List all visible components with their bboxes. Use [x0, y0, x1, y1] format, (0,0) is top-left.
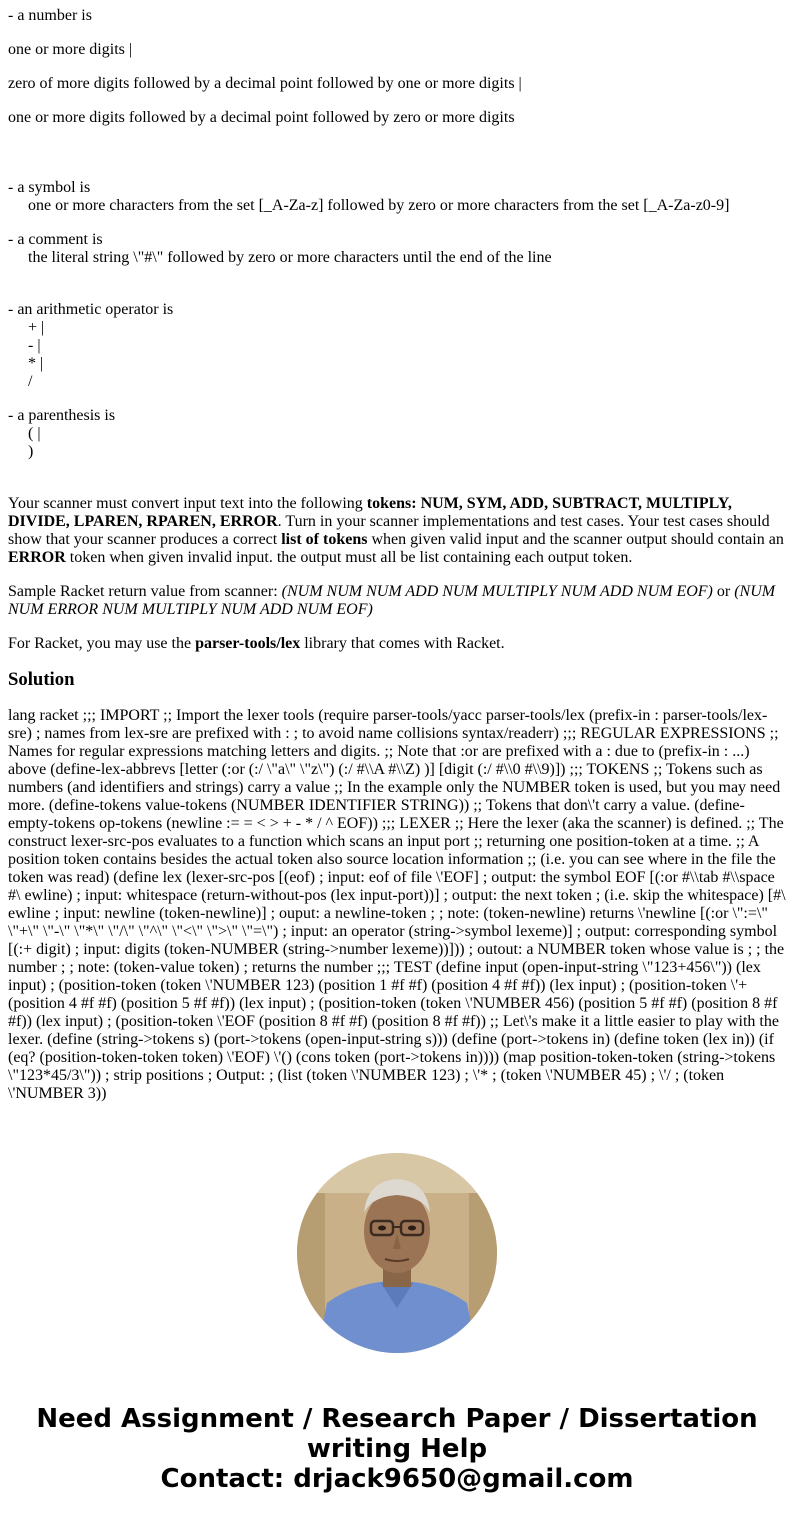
library-paragraph [8, 635, 788, 653]
solution-heading: Solution [8, 669, 75, 690]
error-bold: ERROR [8, 549, 66, 566]
library-name-bold: parser-tools/lex [195, 635, 301, 652]
solution-code-text: lang racket ;;; IMPORT ;; Import the lexer tools (require parser-tools/yacc parser-tools/lex (prefix-in : parser-tools/lex-sre) ; names from lex-sre are prefixed with : ; to avoid name collisions syntax/readerr) ;;; REGULAR EXPRESSIONS ;; Names for regular expressions matching letters and digits. ;; Note that :or are prefixed with a : due to (prefix-in : ...) above (define-lex-abbrevs [letter (:or (:/ \"a\" \"z\") (:/ #\\A #\\Z) )] [digit (:/ #\\0 #\\9)]) ;;; TOKENS ;; Tokens such as numbers (and identifiers and strings) carry a value ;; In the example only the NUMBER token is used, but you may need more. (define-tokens value-tokens (NUMBER IDENTIFIER STRING)) ;; Tokens that don\'t carry a value. (define-empty-tokens op-tokens (newline := = < > + - * / ^ EOF)) ;;; LEXER ;; Here the lexer (aka the scanner) is defined. ;; The construct lexer-src-pos evaluates to a function which scans an input port ;; returning one position-token at a time. ;; A position token contains besides the actual token also source location information ;; (i.e. you can see where in the file the token was read) (define lex (lexer-src-pos [(eof) ; input: eof of file \'EOF] ; output: the symbol EOF [(:or #\\tab #\\space #\ ewline) ; input: whitespace (return-without-pos (lex input-port))] ; output: the next token ; (i.e. skip the whitespace) [#\ ewline ; input: newline (token-newline)] ; ouput: a newline-token ; ; note: (token-newline) returns \'newline [(:or \":=\" \"+\" \"-\" \"*\" \"/\" \"^\" \"<\" \">\" \"=\") ; input: an operator (string->symbol lexeme)] ; output: corresponding symbol [(:+ digit) ; input: digits (token-NUMBER (string->number lexeme))])) ; outout: a NUMBER token whose value is ; ; the number ; ; note: (token-value token) ; returns the number ;;; TEST (define input (open-input-string \"123+456\")) (lex input) ; (position-token (token \'NUMBER 123) (position 1 #f #f) (position 4 #f #f)) (lex input) ; (position-token \'+ (position 4 #f #f) (position 5 #f #f)) (lex input) ; (position-token (token \'NUMBER 456) (position 5 #f #f) (position 8 #f #f)) (lex input) ; (position-token \'EOF (position 8 #f #f) (position 8 #f #f)) ;; Let\'s make it a little easier to play with the lexer. (define (string->tokens s) (port->tokens (open-input-string s))) (define (port->tokens in) (define token (lex in)) (if (eq? (position-token-token token) \'EOF) \'() (cons token (port->tokens in)))) (map position-token-token (string->tokens \"123*45/3\")) ; strip positions ; Output: ; (list (token \'NUMBER 123) ; \'* ; (token \'NUMBER 45) ; \'/ ; (token \'NUMBER 3)) [8, 707, 786, 1102]
symbol-heading: - a symbol is [8, 179, 91, 196]
number-rule-3: one or more digits followed by a decimal point followed by zero or more digits [8, 109, 515, 126]
number-rule-1: one or more digits | [8, 41, 133, 58]
instructions-text: Your scanner must convert input text into the following [8, 495, 367, 512]
footer-contact-email: Contact: drjack9650@gmail.com [160, 1464, 634, 1494]
comment-heading: - a comment is [8, 231, 103, 248]
author-avatar [297, 1153, 497, 1353]
instructions-text: when given valid input and the scanner output should contain an [367, 531, 784, 548]
comment-rule: the literal string \"#\" followed by zero or more characters until the end of the line [28, 249, 552, 266]
number-heading: - a number is [8, 7, 92, 24]
sample-output-paragraph [8, 583, 788, 619]
paren-close: ) [28, 443, 34, 460]
library-text: For Racket, you may use the [8, 635, 196, 652]
sample-output-error: (NUM NUM ERROR NUM MULTIPLY NUM ADD NUM EOF) [8, 583, 776, 618]
paren-heading: - a parenthesis is [8, 407, 116, 424]
document-body [8, 7, 788, 1103]
operator-divide: / [28, 373, 33, 390]
author-photo [297, 1153, 497, 1353]
footer-line-1: Need Assignment / Research Paper / Dissertation [36, 1404, 758, 1434]
instructions-paragraph [8, 495, 788, 567]
footer-contact [0, 1404, 794, 1494]
operator-heading: - an arithmetic operator is [8, 301, 174, 318]
instructions-text: token when given invalid input. the output must all be list containing each output token. [65, 549, 633, 566]
operator-times: * | [28, 355, 44, 372]
library-text: library that comes with Racket. [300, 635, 505, 652]
sample-or: or [712, 583, 735, 600]
footer-line-2: writing Help [306, 1434, 488, 1464]
sample-output-valid: (NUM NUM NUM ADD NUM MULTIPLY NUM ADD NUM EOF) [281, 583, 713, 600]
sample-label: Sample Racket return value from scanner: [8, 583, 282, 600]
operator-minus: - | [28, 337, 41, 354]
symbol-rule: one or more characters from the set [_A-Za-z] followed by zero or more characters from the set [_A-Za-z0-9] [28, 197, 730, 214]
token-list-bold: tokens: NUM, SYM, ADD, SUBTRACT, MULTIPLY, DIVIDE, LPAREN, RPAREN, ERROR [8, 495, 732, 530]
list-of-tokens-bold: list of tokens [281, 531, 368, 548]
operator-plus: + | [28, 319, 45, 336]
number-rule-2: zero of more digits followed by a decimal point followed by one or more digits | [8, 75, 522, 92]
paren-open: ( | [28, 425, 41, 442]
instructions-text: . Turn in your scanner implementations and test cases. Your test cases should show that your scanner produces a correct [8, 513, 770, 548]
